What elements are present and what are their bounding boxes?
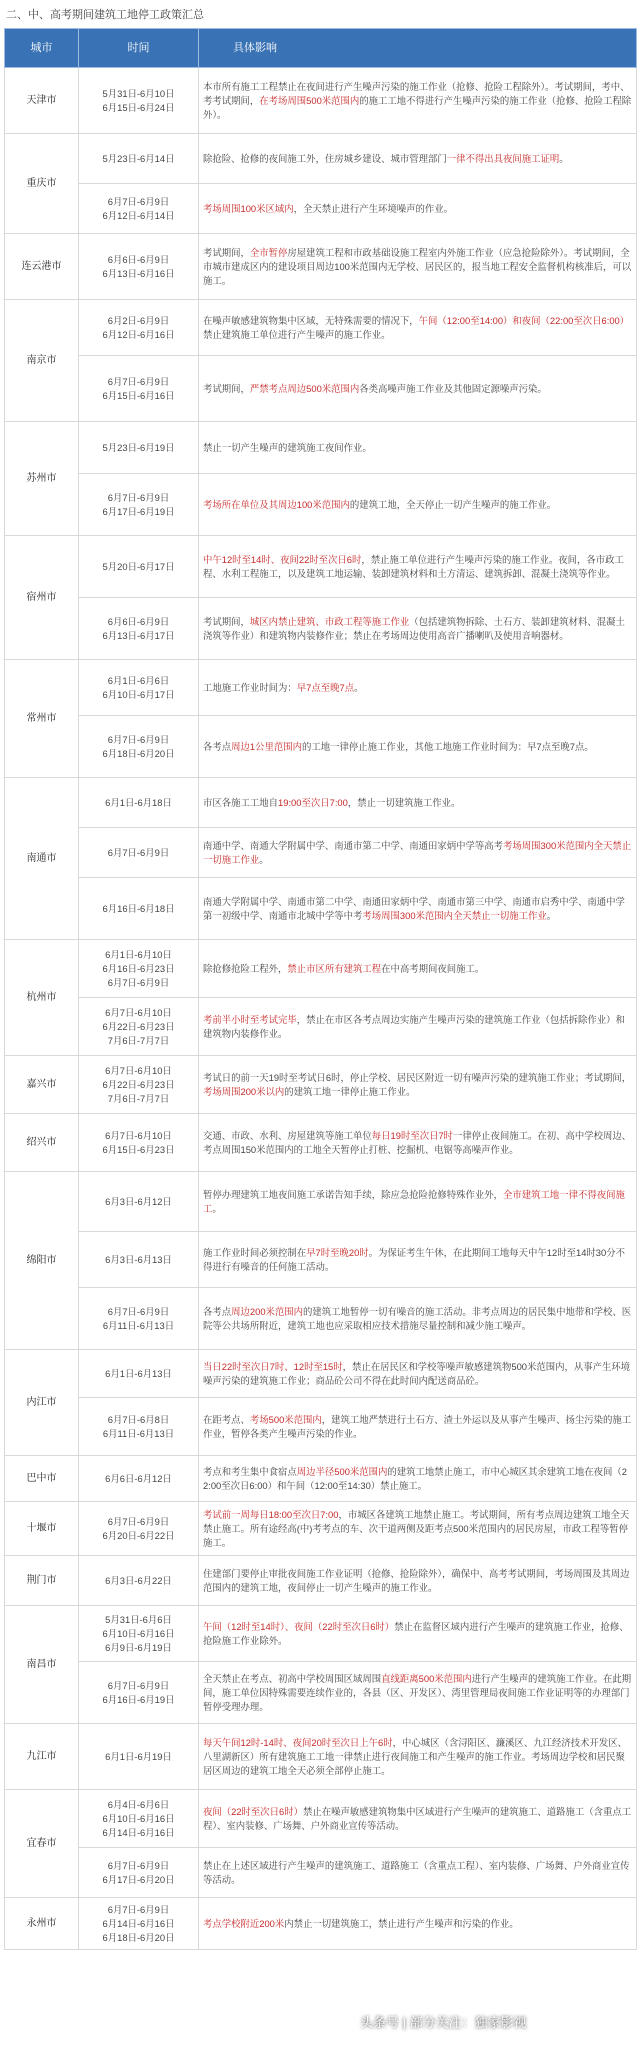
date-cell: [79, 234, 199, 300]
date-cell: [79, 1606, 199, 1662]
date-cell: [79, 1350, 199, 1398]
effect-text: 的建筑工地，全天停止一切产生噪声的施工作业。: [349, 498, 557, 510]
date-line: 6月7日-6月10日: [105, 1006, 172, 1018]
table-row: [5, 1898, 637, 1950]
effect-cell: [199, 1172, 637, 1232]
table-row: [5, 184, 637, 234]
table-row: [5, 1172, 637, 1232]
effect-text: 。为保证考生午休，在此期间工地每天中午12时至14时30分不得进行有噪音的任何施工活动。: [203, 1246, 625, 1272]
date-line: 6月7日-6月9日: [107, 375, 170, 387]
highlight-text: 早7点至晚7点: [296, 681, 355, 693]
date-line: 6月10日-6月17日: [102, 688, 175, 700]
effect-text: ，中心城区（含浔阳区、濂溪区、九江经济技术开发区、八里湖新区）所有建筑施工工地一律禁止进行夜间施工和产生噪声的施工作业。考场周边学校和居民聚居区周边的建筑工地全天必须全部停止施工。: [203, 1736, 628, 1776]
effect-cell: [199, 1724, 637, 1790]
date-line: 5月31日-6月10日: [102, 87, 175, 99]
date-line: 6月3日-6月22日: [105, 1574, 172, 1586]
table-row: [5, 1398, 637, 1456]
effect-text: ，禁止在市区各考点周边实施产生噪声污染的建筑施工作业（包括拆除作业）和建筑物内装修作业。: [203, 1013, 625, 1039]
city-cell: 连云港市: [5, 234, 79, 300]
city-cell: 南昌市: [5, 1606, 79, 1724]
table-row: [5, 1056, 637, 1114]
date-line: 6月1日-6月18日: [105, 796, 172, 808]
highlight-text: 考场周围300米范围内全天禁止一切施工作业: [362, 909, 547, 921]
effect-cell: [199, 474, 637, 536]
effect-text: ，禁止施工单位进行产生噪声污染的施工作业。夜间，各市政工程、水利工程施工，以及建筑工地运输、装卸建筑材料和土方清运、建筑拆卸、混凝土浇筑等作业。: [203, 553, 624, 579]
table-row: [5, 1662, 637, 1724]
date-line: 6月2日-6月9日: [107, 314, 170, 326]
date-line: 6月1日-6月6日: [107, 674, 170, 686]
date-line: 6月7日-6月9日: [107, 846, 170, 858]
highlight-text: 考场所在单位及其周边100米范围内: [203, 498, 350, 510]
date-line: 6月12日-6月14日: [102, 209, 175, 221]
effect-text: 考试期间，: [203, 615, 250, 627]
effect-cell: [199, 1232, 637, 1288]
table-row: [5, 134, 637, 184]
date-line: 6月1日-6月13日: [105, 1367, 172, 1379]
date-line: 6月6日-6月12日: [105, 1472, 172, 1484]
highlight-text: 早7时至晚20时: [306, 1246, 369, 1258]
effect-text: ，禁止在居民区和学校等噪声敏感建筑物500米范围内，从事产生环境噪声污染的建筑施工作业；商品砼公司不得在此时间内配送商品砼。: [203, 1360, 631, 1386]
effect-cell: [199, 828, 637, 878]
date-cell: [79, 536, 199, 598]
date-line: 6月4日-6月6日: [107, 1798, 170, 1810]
date-line: 6月11日-6月13日: [102, 1319, 175, 1331]
effect-cell: [199, 878, 637, 940]
date-cell: [79, 940, 199, 998]
highlight-text: 全市暂停: [249, 246, 288, 258]
city-cell: 九江市: [5, 1724, 79, 1790]
date-cell: [79, 422, 199, 474]
date-line: 6月16日-6月19日: [102, 1693, 175, 1705]
date-line: 6月11日-6月13日: [102, 1427, 175, 1439]
effect-cell: [199, 300, 637, 356]
date-line: 6月7日-6月8日: [107, 1413, 170, 1425]
date-line: 7月6日-7月7日: [107, 1034, 170, 1046]
effect-text: 的施工工地不得进行产生噪声污染的施工作业（抢修、抢险工程除外）。: [203, 94, 632, 120]
date-line: 6月15日-6月24日: [102, 101, 175, 113]
highlight-text: 考场周围300米范围内全天禁止一切施工作业: [203, 839, 632, 865]
date-line: 6月18日-6月20日: [102, 1931, 175, 1943]
table-row: [5, 598, 637, 660]
date-line: 5月23日-6月19日: [102, 441, 175, 453]
date-line: 6月3日-6月12日: [105, 1195, 172, 1207]
table-row: [5, 234, 637, 300]
effect-cell: [199, 1662, 637, 1724]
effect-text: 禁止在噪声敏感建筑物集中区域进行产生噪声的建筑施工、道路施工（含重点工程）、室内装修、广场舞、户外商业宣传等活动。: [203, 1805, 632, 1831]
effect-text: 住建部门要停止审批夜间施工作业证明（抢修、抢险除外），确保中、高考考试期间，考场周围及其周边范围内的建筑工地，夜间停止一切产生噪声的施工作业。: [203, 1567, 630, 1593]
effect-text: 南通大学附属中学、南通市第二中学、南通田家炳中学、南通市第三中学、南通市启秀中学、南通中学第一初级中学、南通市北城中学等中考: [203, 895, 625, 921]
date-line: 7月6日-7月7日: [107, 1092, 170, 1104]
date-cell: [79, 828, 199, 878]
date-cell: [79, 1114, 199, 1172]
date-line: 6月7日-6月9日: [107, 491, 170, 503]
effect-cell: [199, 356, 637, 422]
highlight-text: 一律不得出具夜间施工证明: [446, 152, 560, 164]
table-caption: 二、中、高考期间建筑工地停工政策汇总: [6, 9, 204, 21]
header-city: 城市: [5, 29, 79, 68]
effect-text: 各考点: [203, 1305, 232, 1317]
table-row: [5, 940, 637, 998]
header-effect: 具体影响: [199, 29, 637, 68]
effect-text: 。: [212, 1202, 222, 1214]
date-cell: [79, 1898, 199, 1950]
table-row: [5, 1114, 637, 1172]
effect-text: 工地施工作业时间为：: [203, 681, 297, 693]
table-row: [5, 1288, 637, 1350]
effect-cell: [199, 1056, 637, 1114]
effect-text: 禁止一切产生噪声的建筑施工夜间作业。: [203, 441, 372, 453]
date-line: 6月16日-6月18日: [102, 902, 175, 914]
effect-cell: [199, 778, 637, 828]
date-line: 5月23日-6月14日: [102, 152, 175, 164]
date-line: 6月22日-6月23日: [102, 1078, 175, 1090]
effect-text: ，禁止一切建筑施工作业。: [347, 796, 461, 808]
date-cell: [79, 1848, 199, 1898]
effect-text: 交通、市政、水利、房屋建筑等施工单位: [203, 1129, 372, 1141]
table-row: [5, 474, 637, 536]
date-cell: [79, 1056, 199, 1114]
effect-text: 各考点: [203, 740, 232, 752]
date-cell: [79, 1502, 199, 1556]
table-row: [5, 1606, 637, 1662]
date-line: 6月12日-6月16日: [102, 328, 175, 340]
table-row: [5, 1724, 637, 1790]
effect-cell: [199, 1350, 637, 1398]
date-cell: [79, 474, 199, 536]
table-row: [5, 878, 637, 940]
date-line: 6月15日-6月16日: [102, 389, 175, 401]
effect-text: 考试日的前一天19时至考试日6时，停止学校、居民区附近一切有噪声污染的建筑施工作业；考试期间，: [203, 1071, 632, 1083]
highlight-text: 考点学校附近200米: [203, 1917, 285, 1929]
table-row: [5, 1232, 637, 1288]
table-row: [5, 998, 637, 1056]
date-cell: [79, 134, 199, 184]
effect-text: 的工地一律停止施工作业，其他工地施工作业时间为：早7点至晚7点。: [301, 740, 594, 752]
city-cell: 杭州市: [5, 940, 79, 1056]
effect-text: 。: [546, 909, 557, 921]
table-row: [5, 422, 637, 474]
effect-text: 。: [259, 853, 269, 865]
date-cell: [79, 1724, 199, 1790]
effect-text: 在中高考期间夜间施工。: [381, 962, 485, 974]
highlight-text: 周边半径500米范围内: [296, 1465, 388, 1477]
date-line: 6月7日-6月9日: [107, 1903, 170, 1915]
table-row: [5, 536, 637, 598]
date-line: 6月7日-6月9日: [107, 976, 170, 988]
date-cell: [79, 598, 199, 660]
effect-text: 。: [559, 152, 569, 164]
effect-text: 的建筑工地禁止施工，市中心城区其余建筑工地在夜间（22:00至次日6:00）和午间（12:00至14:30）禁止施工。: [203, 1465, 628, 1491]
city-cell: 内江市: [5, 1350, 79, 1456]
city-cell: 重庆市: [5, 134, 79, 234]
date-line: 6月7日-6月9日: [107, 1859, 170, 1871]
effect-cell: [199, 234, 637, 300]
effect-cell: [199, 1398, 637, 1456]
date-line: 6月10日-6月16日: [102, 1627, 175, 1639]
highlight-text: 全市建筑工地一律不得夜间施工: [203, 1188, 625, 1214]
highlight-text: 禁止市区所有建筑工程: [287, 962, 382, 974]
table-row: [5, 828, 637, 878]
effect-text: 除抢修抢险工程外，: [203, 962, 288, 974]
highlight-text: 周边1公里范围内: [231, 740, 302, 752]
table-row: [5, 1556, 637, 1606]
city-cell: 常州市: [5, 660, 79, 778]
date-line: 6月13日-6月16日: [102, 267, 175, 279]
date-line: 6月16日-6月23日: [102, 962, 175, 974]
highlight-text: 考场周围100米区域内: [203, 202, 294, 214]
table-row: [5, 1790, 637, 1848]
city-cell: 绵阳市: [5, 1172, 79, 1350]
table-row: [5, 778, 637, 828]
table-row: [5, 1502, 637, 1556]
date-line: 6月7日-6月9日: [107, 733, 170, 745]
effect-cell: [199, 1456, 637, 1502]
effect-cell: [199, 716, 637, 778]
date-line: 6月22日-6月23日: [102, 1020, 175, 1032]
date-line: 6月7日-6月9日: [107, 1305, 170, 1317]
effect-text: 内禁止一切建筑施工，禁止进行产生噪声和污染的作业。: [284, 1917, 519, 1929]
date-line: 6月7日-6月10日: [105, 1129, 172, 1141]
date-cell: [79, 300, 199, 356]
header-date: 时间: [79, 29, 199, 68]
effect-cell: [199, 134, 637, 184]
effect-text: 市区各施工工地自: [203, 796, 279, 808]
effect-cell: [199, 1606, 637, 1662]
date-cell: [79, 1556, 199, 1606]
table-row: [5, 660, 637, 716]
date-cell: [79, 1662, 199, 1724]
date-line: 6月7日-6月9日: [107, 1679, 170, 1691]
effect-cell: [199, 1790, 637, 1848]
date-line: 6月1日-6月10日: [105, 948, 172, 960]
effect-text: 除抢险、抢修的夜间施工外，住房城乡建设、城市管理部门: [203, 152, 447, 164]
effect-text: 施工作业时间必须控制在: [203, 1246, 307, 1258]
highlight-text: 考场周围200米以内: [203, 1085, 285, 1097]
city-cell: 十堰市: [5, 1502, 79, 1556]
date-line: 6月6日-6月9日: [107, 253, 170, 265]
effect-text: 考试期间，: [203, 246, 250, 258]
effect-text: 的建筑工地一律停止施工作业。: [284, 1085, 416, 1097]
effect-cell: [199, 1556, 637, 1606]
effect-text: 房屋建筑工程和市政基础设施工程室内外施工作业（应急抢险除外）。考试期间，全市城市建成区内的建设项目周边100米范围内无学校、居民区的，报当地工程安全监督机构核准后，可以施工。: [203, 246, 632, 286]
effect-text: 全天禁止在考点、初高中学校周围区域周围: [203, 1672, 382, 1684]
highlight-text: 城区内禁止建筑、市政工程等施工作业: [249, 615, 410, 627]
city-cell: 宿州市: [5, 536, 79, 660]
effect-text: 的建筑工地暂停一切有噪音的施工活动。非考点周边的居民集中地带和学校、医院等公共场所附近，建筑工地也应采取相应技术措施尽量控制和减少施工噪声。: [203, 1305, 632, 1331]
date-cell: [79, 1172, 199, 1232]
date-line: 6月7日-6月10日: [105, 1064, 172, 1076]
city-cell: 天津市: [5, 68, 79, 134]
city-cell: 宜春市: [5, 1790, 79, 1898]
effect-cell: [199, 1114, 637, 1172]
highlight-text: 午间（12时至14时）、夜间（22时至次日6时）: [203, 1620, 395, 1632]
highlight-text: 严禁考点周边500米范围内: [249, 382, 360, 394]
date-cell: [79, 660, 199, 716]
date-line: 6月9日-6月19日: [105, 1641, 172, 1653]
effect-cell: [199, 1898, 637, 1950]
policy-table: [4, 28, 637, 1950]
date-line: 6月13日-6月17日: [102, 629, 175, 641]
highlight-text: 当日22时至次日7时、12时至15时: [203, 1360, 343, 1372]
effect-text: 南通中学、南通大学附属中学、南通市第二中学、南通田家炳中学等高考: [203, 839, 504, 851]
effect-cell: [199, 1502, 637, 1556]
effect-cell: [199, 422, 637, 474]
table-row: [5, 356, 637, 422]
effect-cell: [199, 598, 637, 660]
effect-cell: [199, 68, 637, 134]
highlight-text: 考前半小时至考试完毕: [203, 1013, 297, 1025]
city-cell: 永州市: [5, 1898, 79, 1950]
effect-text: 暂停办理建筑工地夜间施工承诺告知手续，除应急抢险抢修特殊作业外，: [203, 1188, 504, 1200]
highlight-text: 每日19时至次日7时: [371, 1129, 454, 1141]
effect-text: （包括建筑物拆除、土石方、装卸建筑材料、混凝土浇筑等作业）和建筑物内装修作业；禁止在考场周边使用高音广播喇叭及使用音响器材。: [203, 615, 625, 641]
highlight-text: 19:00至次日7:00: [278, 796, 348, 808]
table-row: [5, 1848, 637, 1898]
date-line: 6月7日-6月9日: [107, 1515, 170, 1527]
highlight-text: 在考场周围500米范围内: [259, 94, 360, 106]
city-cell: 绍兴市: [5, 1114, 79, 1172]
date-line: 6月15日-6月23日: [102, 1143, 175, 1155]
effect-cell: [199, 1848, 637, 1898]
table-row: [5, 1350, 637, 1398]
effect-cell: [199, 998, 637, 1056]
date-cell: [79, 1456, 199, 1502]
table-header-row: [5, 29, 637, 68]
table-row: [5, 716, 637, 778]
effect-text: 考试期间，: [203, 382, 250, 394]
effect-text: 进行产生噪声的建筑施工作业。在此期间，施工单位因特殊需要连续作业的，各县（区、开发区）、湾里管理局夜间施工作业证明等的办理部门暂停受理办理。: [203, 1672, 632, 1712]
date-cell: [79, 1398, 199, 1456]
highlight-text: 考场500米范围内: [249, 1413, 322, 1425]
effect-text: ，市城区各建筑工地禁止施工。考试期间，所有考点周边建筑工地全天禁止施工。所有途经高(中)考考点的车、次干道两侧及距考点500米范围内的居民房屋，市政工程等暂停施工。: [203, 1508, 630, 1548]
date-line: 5月20日-6月17日: [102, 560, 175, 572]
highlight-text: 直线距离500米范围内: [381, 1672, 472, 1684]
date-line: 6月14日-6月16日: [102, 1826, 175, 1838]
effect-text: 考点和考生集中食宿点: [203, 1465, 297, 1477]
date-line: 6月17日-6月20日: [102, 1873, 175, 1885]
effect-text: ，建筑工地严禁进行土石方、渣土外运以及从事产生噪声、扬尘污染的施工作业，暂停各类产生噪声污染的作业。: [203, 1413, 632, 1439]
date-cell: [79, 878, 199, 940]
date-cell: [79, 716, 199, 778]
highlight-text: 每天午间12时-14时、夜间20时至次日上午6时: [203, 1736, 393, 1748]
date-cell: [79, 1288, 199, 1350]
highlight-text: 考试前一周每日18:00至次日7:00: [203, 1508, 339, 1520]
date-line: 6月17日-6月19日: [102, 505, 175, 517]
highlight-text: 夜间（22时至次日6时）: [203, 1805, 304, 1817]
city-cell: 南京市: [5, 300, 79, 422]
effect-text: 。: [354, 681, 364, 693]
effect-text: 禁止建筑施工单位进行产生噪声的施工作业。: [203, 328, 391, 340]
effect-cell: [199, 940, 637, 998]
date-cell: [79, 1790, 199, 1848]
date-line: 6月14日-6月16日: [102, 1917, 175, 1929]
table-body: [5, 68, 637, 1950]
date-cell: [79, 184, 199, 234]
effect-cell: [199, 660, 637, 716]
table-row: [5, 300, 637, 356]
highlight-text: 中午12时至14时、夜间22时至次日6时: [203, 553, 362, 565]
date-cell: [79, 356, 199, 422]
date-line: 6月7日-6月9日: [107, 195, 170, 207]
city-cell: 荆门市: [5, 1556, 79, 1606]
date-line: 5月31日-6月6日: [105, 1613, 172, 1625]
effect-text: 各类高噪声施工作业及其他固定源噪声污染。: [359, 382, 547, 394]
city-cell: 巴中市: [5, 1456, 79, 1502]
source-watermark: 头条号 | 部分关注：独家影视: [360, 2015, 527, 2030]
table-row: [5, 1456, 637, 1502]
city-cell: 南通市: [5, 778, 79, 940]
date-cell: [79, 778, 199, 828]
date-cell: [79, 68, 199, 134]
date-cell: [79, 1232, 199, 1288]
city-cell: 苏州市: [5, 422, 79, 536]
effect-cell: [199, 1288, 637, 1350]
date-line: 6月1日-6月19日: [105, 1750, 172, 1762]
date-line: 6月6日-6月9日: [107, 615, 170, 627]
date-line: 6月10日-6月16日: [102, 1812, 175, 1824]
table-row: [5, 68, 637, 134]
date-line: 6月20日-6月22日: [102, 1529, 175, 1541]
date-cell: [79, 998, 199, 1056]
highlight-text: 午间（12:00至14:00）和夜间（22:00至次日6:00）: [418, 314, 630, 326]
effect-text: 禁止在监督区域内进行产生噪声的建筑施工作业，抢修、抢险施工作业除外。: [203, 1620, 629, 1646]
effect-text: ，全天禁止进行产生环境噪声的作业。: [293, 202, 454, 214]
effect-text: 一律停止夜间施工。在初、高中学校周边、考点周围150米范围内的工地全天暂停止打桩、挖掘机、电锯等高噪声作业。: [203, 1129, 632, 1155]
date-line: 6月3日-6月13日: [105, 1253, 172, 1265]
highlight-text: 周边200米范围内: [231, 1305, 304, 1317]
city-cell: 嘉兴市: [5, 1056, 79, 1114]
effect-text: 禁止在上述区域进行产生噪声的建筑施工、道路施工（含重点工程）、室内装修、广场舞、户外商业宣传等活动。: [203, 1859, 630, 1885]
effect-cell: [199, 536, 637, 598]
effect-text: 本市所有施工工程禁止在夜间进行产生噪声污染的施工作业（抢修、抢险工程除外）。考试期间，考中、考考试期间，: [203, 80, 630, 106]
effect-cell: [199, 184, 637, 234]
effect-text: 在噪声敏感建筑物集中区域，无特殊需要的情况下，: [203, 314, 419, 326]
date-line: 6月18日-6月20日: [102, 747, 175, 759]
effect-text: 在距考点、: [203, 1413, 250, 1425]
